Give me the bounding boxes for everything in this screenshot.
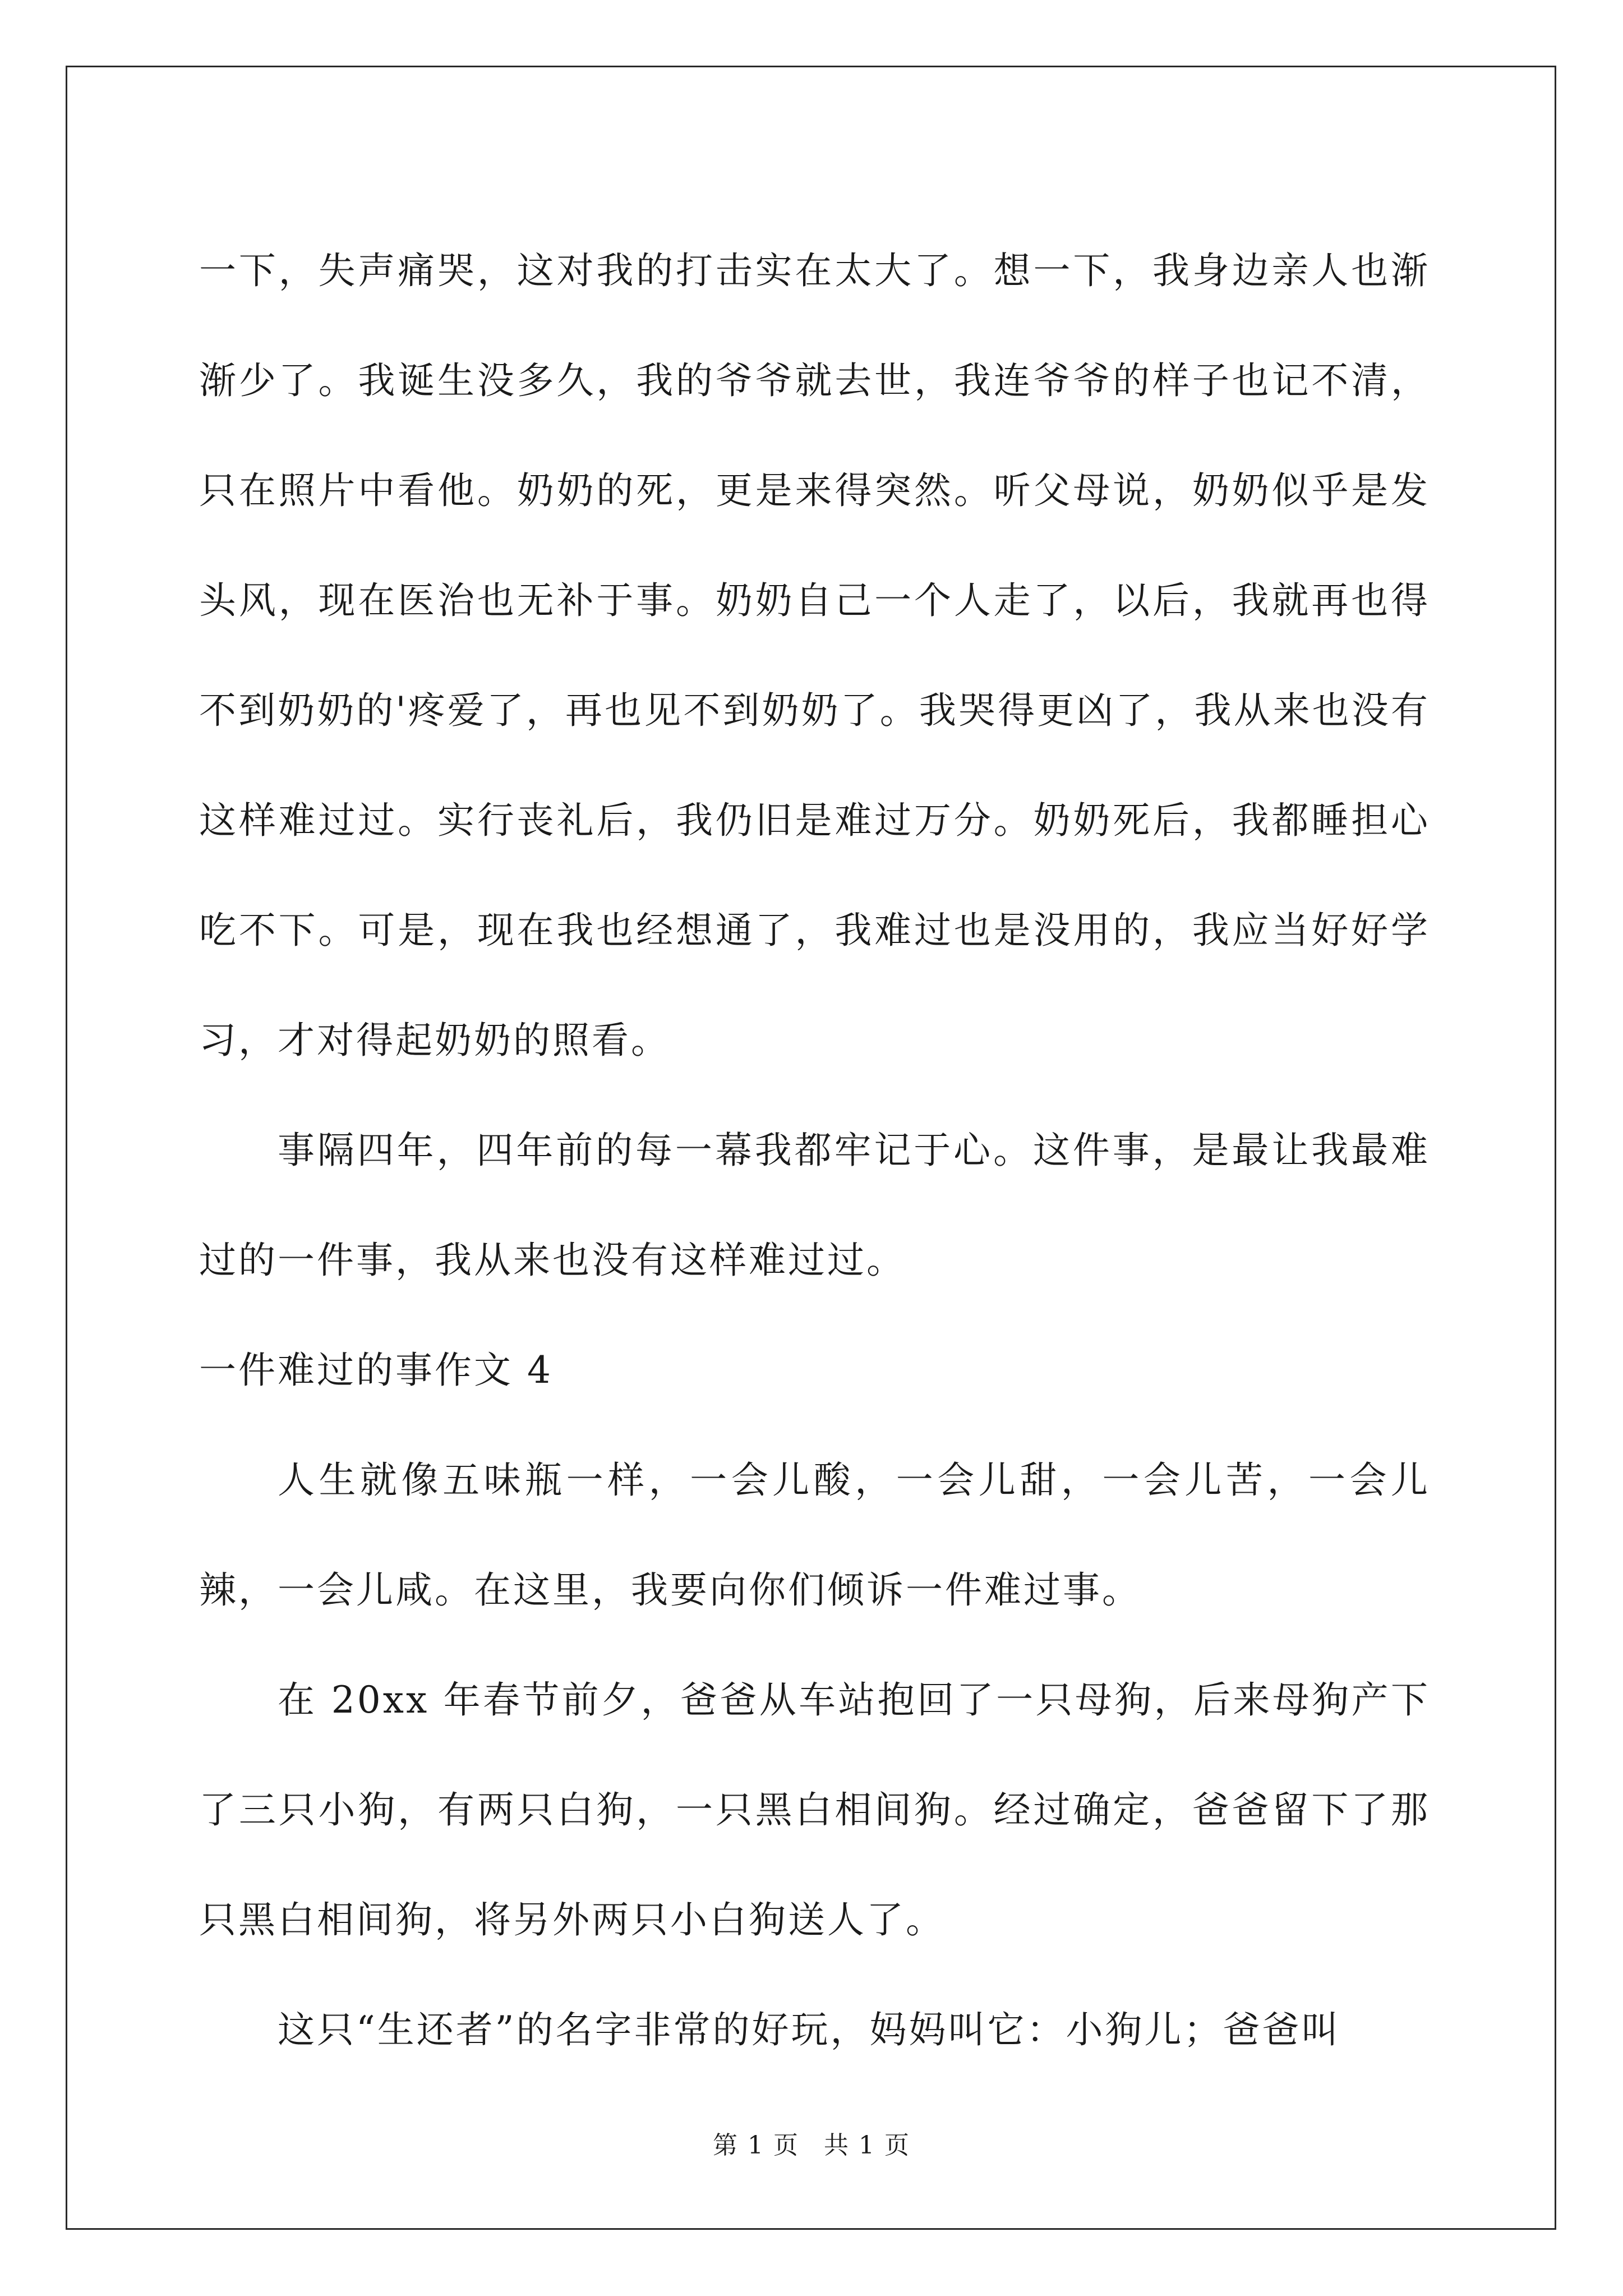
paragraph-2: 事隔四年，四年前的每一幕我都牢记于心。这件事，是最让我最难过的一件事，我从来也没有这样难过过。 bbox=[199, 1129, 1430, 1282]
document-body bbox=[199, 216, 1430, 2085]
page-number: 第 1 页 bbox=[713, 2131, 799, 2160]
page-footer bbox=[0, 2129, 1623, 2162]
section-heading: 一件难过的事作文 4 bbox=[199, 1349, 553, 1392]
paragraph-1: 一下，失声痛哭，这对我的打击实在太大了。想一下，我身边亲人也渐渐少了。我诞生没多久，我的爷爷就去世，我连爷爷的样子也记不清，只在照片中看他。奶奶的死，更是来得突然。听父母说，奶奶似乎是发头风，现在医治也无补于事。奶奶自己一个人走了，以后，我就再也得不到奶奶的'疼爱了，再也见不到奶奶了。我哭得更凶了，我从来也没有这样难过过。实行丧礼后，我仍旧是难过万分。奶奶死后，我都睡担心吃不下。可是，现在我也经想通了，我难过也是没用的，我应当好好学习，才对得起奶奶的照看。 bbox=[199, 249, 1430, 1062]
paragraph-3: 人生就像五味瓶一样，一会儿酸，一会儿甜，一会儿苦，一会儿辣，一会儿咸。在这里，我要向你们倾诉一件难过事。 bbox=[199, 1458, 1430, 1612]
paragraph-5: 这只“生还者”的名字非常的好玩，妈妈叫它：小狗儿；爸爸叫 bbox=[278, 2008, 1341, 2051]
paragraph-4: 在 20xx 年春节前夕，爸爸从车站抱回了一只母狗，后来母狗产下了三只小狗，有两只白狗，一只黑白相间狗。经过确定，爸爸留下了那只黑白相间狗，将另外两只小白狗送人了。 bbox=[199, 1678, 1430, 1941]
page-total: 共 1 页 bbox=[824, 2131, 910, 2160]
